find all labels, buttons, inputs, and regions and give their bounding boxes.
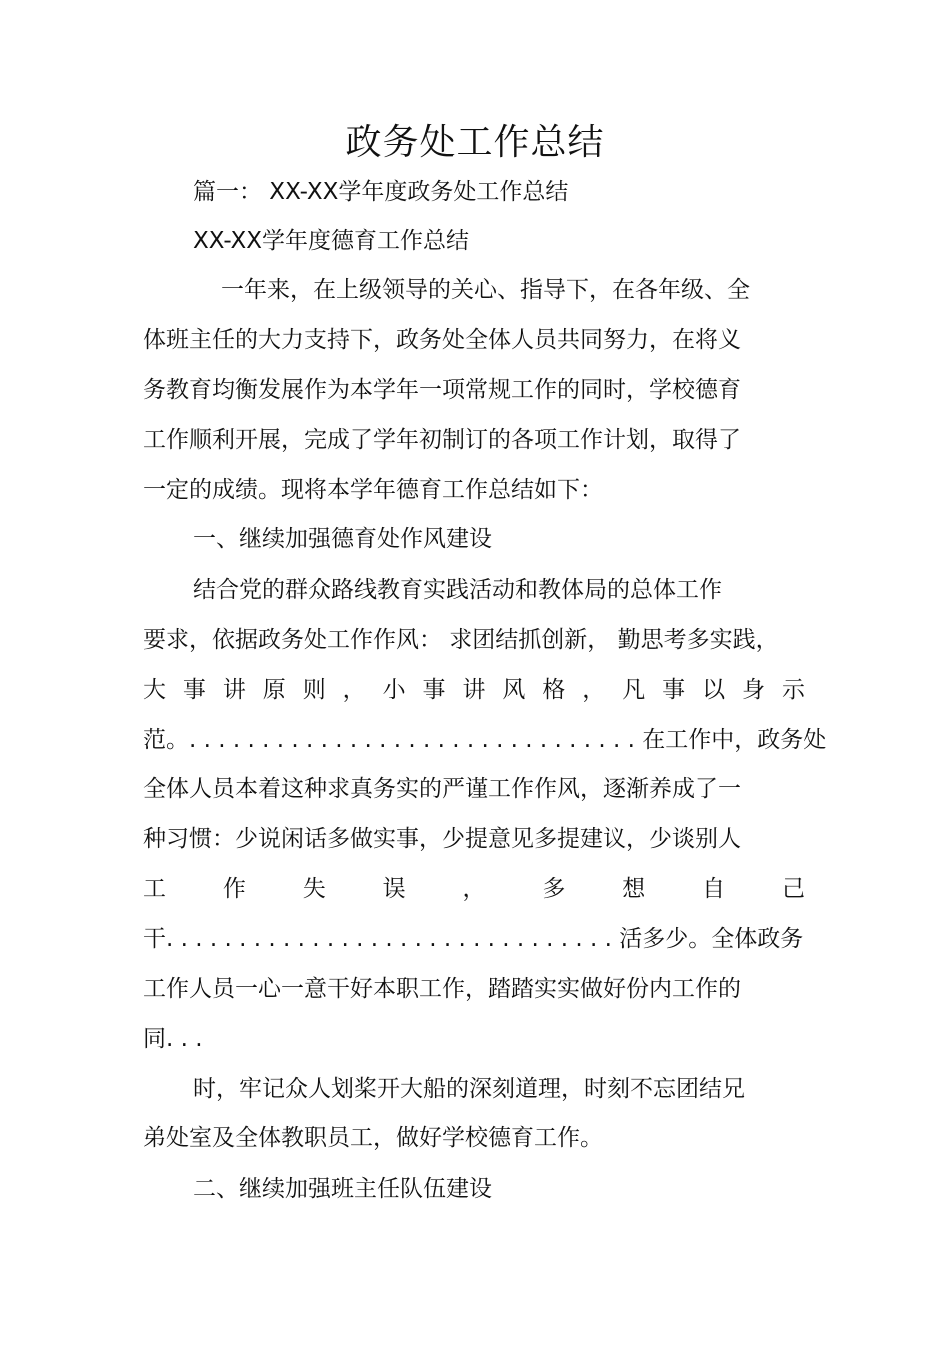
paragraph-line: 务教育均衡发展作为本学年一项常规工作的同时，学校德育 [143,377,741,403]
section-heading: 篇一： XX-XX学年度政务处工作总结 [193,179,569,205]
paragraph-line: 工作人员一心一意干好本职工作，踏踏实实做好份内工作的 [143,976,741,1002]
subtitle-line: XX-XX学年度德育工作总结 [193,228,470,254]
section-heading: 二、继续加强班主任队伍建设 [193,1176,492,1202]
paragraph-line: 一年来，在上级领导的关心、指导下，在各年级、全 [221,277,750,303]
paragraph-line: 范。. . . . . . . . . . . . . . . . . . . . . . . . . . . . . . . 在工作中，政务处 [143,727,827,753]
paragraph-line: 全体人员本着这种求真务实的严谨工作作风，逐渐养成了一 [143,776,741,802]
paragraph-line: 大 事 讲 原 则 ， 小 事 讲 风 格 ， 凡 事 以 身 示 [143,677,805,703]
paragraph-line: 工 作 失 误 ， 多 想 自 己 [143,876,805,902]
paragraph-line: 工作顺利开展，完成了学年初制订的各项工作计划，取得了 [143,427,741,453]
paragraph-line: 干. . . . . . . . . . . . . . . . . . . . . . . . . . . . . . . 活多少。全体政务 [143,926,804,952]
paragraph-line: 结合党的群众路线教育实践活动和教体局的总体工作 [193,577,722,603]
document-title: 政务处工作总结 [345,122,605,163]
paragraph-line: 时，牢记众人划桨开大船的深刻道理，时刻不忘团结兄 [193,1076,745,1102]
paragraph-line: 一定的成绩。现将本学年德育工作总结如下： [143,477,603,503]
paragraph-line: 要求，依据政务处工作作风： 求团结抓创新， 勤思考多实践， [143,627,779,653]
paragraph-line: 同. . . [143,1026,203,1052]
paragraph-line: 弟处室及全体教职员工，做好学校德育工作。 [143,1125,603,1151]
paragraph-line: 种习惯：少说闲话多做实事，少提意见多提建议，少谈别人 [143,826,741,852]
paragraph-line: 体班主任的大力支持下，政务处全体人员共同努力，在将义 [143,327,741,353]
section-heading: 一、继续加强德育处作风建设 [193,526,492,552]
